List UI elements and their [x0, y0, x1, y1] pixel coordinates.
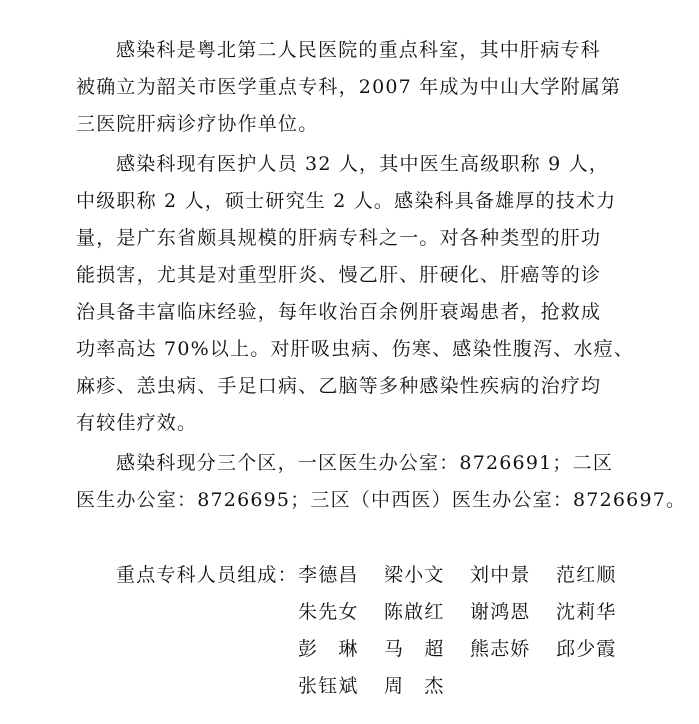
paragraph-2-line-7: 麻疹、恙虫病、手足口病、乙脑等多种感染性疾病的治疗均 — [76, 375, 602, 397]
staff-name: 梁小文 — [384, 564, 445, 586]
paragraph-2-line-4: 能损害，尤其是对重型肝炎、慢乙肝、肝硬化、肝癌等的诊 — [76, 264, 602, 286]
staff-name: 张钰斌 — [298, 675, 359, 697]
staff-name: 陈啟红 — [384, 601, 445, 623]
paragraph-1-line-2: 被确立为韶关市医学重点专科，2007 年成为中山大学附属第 — [76, 76, 622, 98]
staff-name: 朱先女 — [298, 601, 359, 623]
paragraph-3-line-1: 感染科现分三个区，一区医生办公室：8726691；二区 — [116, 452, 614, 474]
paragraph-2-line-3: 量，是广东省颇具规模的肝病专科之一。对各种类型的肝功 — [76, 227, 602, 249]
staff-name: 熊志娇 — [470, 638, 531, 660]
staff-name: 马 超 — [384, 638, 445, 660]
staff-name: 李德昌 — [298, 564, 359, 586]
staff-name: 邱少霞 — [556, 638, 617, 660]
paragraph-2-line-1: 感染科现有医护人员 32 人，其中医生高级职称 9 人， — [116, 153, 610, 175]
staff-name: 沈莉华 — [556, 601, 617, 623]
paragraph-1-line-1: 感染科是粤北第二人民医院的重点科室，其中肝病专科 — [116, 39, 601, 61]
paragraph-1-line-3: 三医院肝病诊疗协作单位。 — [76, 113, 319, 135]
staff-name: 谢鸿恩 — [470, 601, 531, 623]
staff-name: 彭 琳 — [298, 638, 359, 660]
paragraph-2-line-8: 有较佳疗效。 — [76, 412, 198, 434]
staff-name: 周 杰 — [384, 675, 445, 697]
staff-name: 范红顺 — [556, 564, 617, 586]
paragraph-2-line-6: 功率高达 70%以上。对肝吸虫病、伤寒、感染性腹泻、水痘、 — [76, 338, 635, 360]
paragraph-2-line-5: 治具备丰富临床经验，每年收治百余例肝衰竭患者，抢救成 — [76, 301, 602, 323]
paragraph-3-line-2: 医生办公室：8726695；三区（中西医）医生办公室：8726697。 — [76, 489, 687, 511]
staff-list-label: 重点专科人员组成： — [116, 564, 298, 586]
paragraph-2-line-2: 中级职称 2 人，硕士研究生 2 人。感染科具备雄厚的技术力 — [76, 190, 617, 212]
staff-name: 刘中景 — [470, 564, 531, 586]
